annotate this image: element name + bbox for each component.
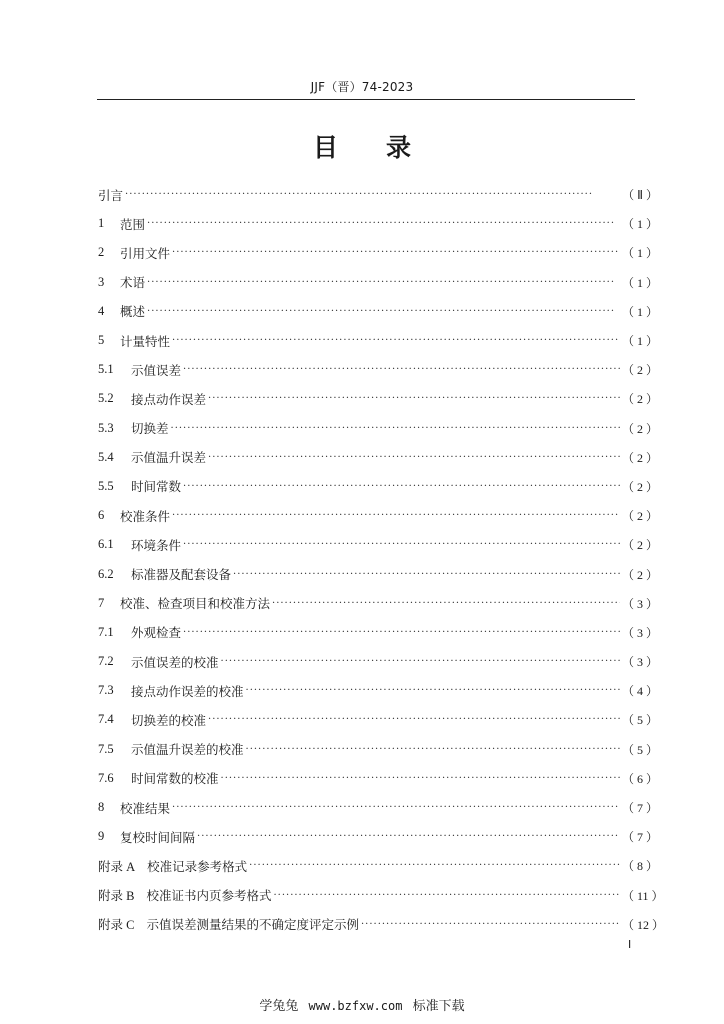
footer: [0, 995, 724, 1014]
toc-dot-leader: [233, 569, 620, 580]
toc-entry-label: 切换差的校准: [131, 712, 207, 728]
toc-entry-page: （ 1 ）: [622, 275, 659, 290]
toc-entry-label: 校准条件: [120, 508, 171, 524]
toc-entry-label: 环境条件: [131, 537, 182, 553]
toc-entry-page: （ 1 ）: [622, 334, 659, 349]
toc-entry-number: 7.1: [98, 624, 114, 639]
toc-entry-page: （ 11 ）: [622, 888, 664, 903]
toc-entry[interactable]: [98, 589, 658, 618]
toc-entry-page: （ 2 ）: [622, 538, 659, 553]
header-divider: [97, 99, 635, 100]
toc-dot-leader: [183, 539, 620, 550]
toc-entry-label: 时间常数的校准: [131, 771, 219, 787]
toc-entry-label: 示值误差: [131, 362, 182, 378]
toc-entry-label: 概述: [120, 304, 146, 320]
toc-entry-page: （ 3 ）: [622, 655, 659, 670]
toc-dot-leader: [147, 306, 620, 317]
toc-entry-label: 校准证书内页参考格式: [146, 888, 272, 904]
toc-entry[interactable]: [98, 881, 664, 910]
toc-entry-number: 5.5: [98, 478, 114, 493]
toc-entry-label: 示值温升误差: [131, 450, 207, 466]
toc-entry[interactable]: [98, 559, 658, 588]
toc-entry-number: 6.2: [98, 566, 114, 581]
toc-entry[interactable]: [98, 268, 658, 297]
toc-dot-leader: [221, 773, 620, 784]
toc-entry[interactable]: [98, 676, 658, 705]
toc-entry-label: 示值温升误差的校准: [131, 742, 244, 758]
toc-entry[interactable]: [98, 326, 658, 355]
toc-dot-leader: [172, 802, 620, 813]
toc-entry-number: 1: [98, 216, 105, 231]
page-number: Ⅰ: [628, 939, 632, 951]
toc-dot-leader: [147, 277, 620, 288]
toc-entry-page: （ 8 ）: [622, 859, 659, 874]
toc-dot-leader: [197, 831, 620, 842]
toc-dot-leader: [183, 627, 620, 638]
toc-entry[interactable]: [98, 297, 658, 326]
toc-entry-number: 5.2: [98, 391, 114, 406]
toc-entry-label: 示值误差的校准: [131, 654, 219, 670]
toc-entry-label: 标准器及配套设备: [131, 567, 232, 583]
toc-dot-leader: [171, 423, 620, 434]
toc-entry-page: （ 7 ）: [622, 801, 659, 816]
toc-entry-page: （ 5 ）: [622, 742, 659, 757]
toc-entry-number: 5: [98, 333, 105, 348]
toc-entry-label: 示值误差测量结果的不确定度评定示例: [146, 917, 359, 933]
toc-entry-label: 校准、检查项目和校准方法: [120, 596, 271, 612]
toc-entry-number: 附录 B: [98, 889, 135, 904]
toc-entry-label: 校准记录参考格式: [147, 858, 248, 874]
toc-entry[interactable]: [98, 735, 658, 764]
toc-dot-leader: [172, 510, 620, 521]
title-char-1: 目: [312, 133, 338, 162]
toc-entry-page: （ 2 ）: [622, 421, 659, 436]
toc-dot-leader: [273, 890, 620, 901]
toc-dot-leader: [208, 393, 620, 404]
toc-entry-number: 3: [98, 274, 105, 289]
toc-entry-number: 7: [98, 595, 105, 610]
toc-entry-number: 6.1: [98, 537, 114, 552]
toc-entry[interactable]: [98, 647, 658, 676]
toc-entry-page: （ 6 ）: [622, 771, 659, 786]
toc-dot-leader: [208, 714, 620, 725]
toc-entry-label: 时间常数: [131, 479, 182, 495]
toc-entry-page: （ Ⅱ ）: [622, 188, 658, 203]
toc-entry[interactable]: [98, 238, 658, 267]
toc-entry-label: 接点动作误差的校准: [131, 683, 244, 699]
toc-dot-leader: [272, 598, 620, 609]
toc-entry-page: （ 3 ）: [622, 596, 659, 611]
toc-dot-leader: [183, 364, 620, 375]
toc-dot-leader: [172, 335, 620, 346]
toc-entry-label: 引言: [98, 187, 124, 203]
toc-entry-page: （ 2 ）: [622, 450, 659, 465]
toc-entry-number: 7.6: [98, 770, 114, 785]
toc-entry-number: 7.4: [98, 712, 114, 727]
toc-entry[interactable]: [98, 501, 658, 530]
toc-entry-page: （ 7 ）: [622, 830, 659, 845]
toc-entry-label: 计量特性: [120, 333, 171, 349]
toc-entry[interactable]: [98, 355, 658, 384]
toc-entry-page: （ 2 ）: [622, 479, 659, 494]
toc-entry-page: （ 2 ）: [622, 392, 659, 407]
toc-entry[interactable]: [98, 384, 658, 413]
toc-entry[interactable]: [98, 910, 665, 939]
toc-dot-leader: [246, 685, 620, 696]
toc-entry[interactable]: [98, 472, 658, 501]
toc-entry-page: （ 3 ）: [622, 625, 659, 640]
toc-entry-label: 范围: [120, 216, 146, 232]
toc-entry-page: （ 1 ）: [622, 246, 659, 261]
toc-entry[interactable]: [98, 822, 658, 851]
toc-entry-number: 7.5: [98, 741, 114, 756]
table-of-contents: [98, 180, 665, 939]
toc-entry-number: 附录 A: [98, 859, 136, 874]
toc-entry-label: 术语: [120, 275, 146, 291]
toc-entry-number: 9: [98, 829, 105, 844]
toc-entry-number: 5.3: [98, 420, 114, 435]
toc-dot-leader: [249, 860, 620, 871]
footer-site-name: 学兔兔: [259, 999, 299, 1014]
toc-entry-label: 校准结果: [120, 800, 171, 816]
toc-entry-page: （ 2 ）: [622, 509, 659, 524]
toc-dot-leader: [125, 189, 620, 200]
toc-entry-page: （ 4 ）: [622, 684, 659, 699]
toc-entry-number: 5.4: [98, 449, 114, 464]
toc-entry[interactable]: [98, 618, 658, 647]
toc-dot-leader: [172, 247, 620, 258]
toc-dot-leader: [246, 744, 620, 755]
toc-entry-page: （ 1 ）: [622, 217, 659, 232]
toc-entry-number: 附录 C: [98, 918, 135, 933]
toc-dot-leader: [147, 218, 620, 229]
toc-entry[interactable]: [98, 209, 658, 238]
toc-entry[interactable]: [98, 705, 658, 734]
toc-entry-number: 4: [98, 303, 105, 318]
toc-entry[interactable]: [98, 530, 658, 559]
toc-entry[interactable]: [98, 443, 658, 472]
toc-entry-label: 复校时间间隔: [120, 829, 196, 845]
toc-entry-number: 6: [98, 508, 105, 523]
title-char-2: 录: [386, 133, 412, 162]
toc-dot-leader: [183, 481, 620, 492]
toc-entry-number: 7.3: [98, 683, 114, 698]
toc-entry-page: （ 12 ）: [622, 917, 665, 932]
toc-entry-number: 7.2: [98, 654, 114, 669]
page-title: [0, 128, 724, 164]
toc-entry-label: 接点动作误差: [131, 391, 207, 407]
document-code-header: JJF（晋）74-2023: [310, 80, 414, 94]
toc-entry[interactable]: [98, 793, 658, 822]
toc-entry-number: 8: [98, 800, 105, 815]
toc-entry-number: 2: [98, 245, 105, 260]
toc-dot-leader: [361, 919, 620, 930]
toc-entry[interactable]: [98, 414, 658, 443]
toc-entry[interactable]: [98, 851, 658, 880]
toc-entry[interactable]: [98, 180, 658, 209]
toc-entry[interactable]: [98, 764, 658, 793]
toc-entry-label: 外观检查: [131, 625, 182, 641]
toc-dot-leader: [208, 452, 620, 463]
toc-entry-page: （ 2 ）: [622, 363, 659, 378]
toc-entry-page: （ 5 ）: [622, 713, 659, 728]
footer-tagline: 标准下载: [412, 999, 465, 1014]
toc-entry-page: （ 2 ）: [622, 567, 659, 582]
toc-entry-page: （ 1 ）: [622, 304, 659, 319]
footer-url-link[interactable]: www.bzfxw.com: [308, 999, 403, 1013]
toc-entry-label: 引用文件: [120, 245, 171, 261]
toc-entry-label: 切换差: [131, 421, 169, 437]
toc-dot-leader: [221, 656, 620, 667]
toc-entry-number: 5.1: [98, 362, 114, 377]
